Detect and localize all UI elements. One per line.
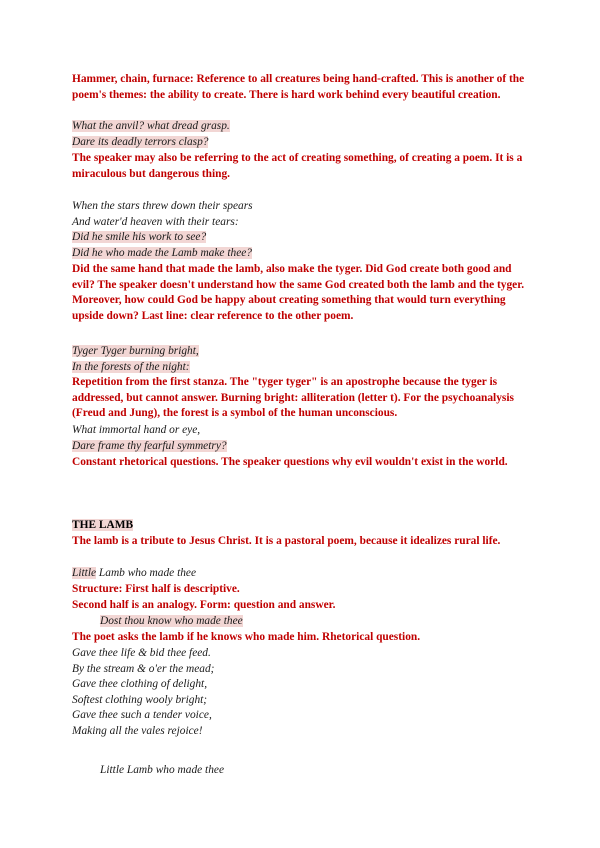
poem-line: Did he who made the Lamb make thee? (72, 246, 252, 259)
poem-line: Lamb who made thee (96, 567, 197, 579)
section-heading (72, 518, 532, 534)
poem-line: When the stars threw down their spears (72, 200, 253, 212)
note-paragraph (72, 582, 532, 613)
poem-line: Little Lamb who made thee (100, 764, 225, 776)
poem-line: Gave thee such a tender voice, (72, 709, 212, 722)
poem-line: Gave thee clothing of delight, (72, 678, 208, 691)
poem-line: Dare its deadly terrors clasp? (72, 135, 209, 148)
poem-line: Softest clothing wooly bright; (72, 693, 208, 706)
poem-stanza (72, 199, 532, 261)
heading-text: THE LAMB (72, 519, 134, 531)
poem-line: Dare frame thy fearful symmetry? (72, 439, 227, 452)
poem-stanza (72, 423, 532, 454)
note-paragraph: Hammer, chain, furnace: Reference to all creatures being hand-crafted. This is another of the poem's themes: the ability to create. There is hard work behind every beautiful creation. (72, 73, 525, 101)
poem-line-block (72, 763, 560, 779)
poem-line: What the anvil? what dread grasp. (72, 120, 230, 132)
poem-word: Little (72, 567, 97, 579)
poem-line: Tyger Tyger burning bright, (72, 345, 199, 357)
poem-line: Dost thou know who made thee (100, 615, 243, 627)
poem-line: Gave thee life & bid thee feed. (72, 647, 211, 659)
note-line: Second half is an analogy. Form: question and answer. (72, 598, 336, 611)
note-paragraph: The speaker may also be referring to the act of creating something, of creating a poem. It is a miraculous but dangerous thing. (72, 152, 523, 180)
poem-line-block (72, 614, 560, 630)
poem-line-block (72, 566, 532, 582)
note-paragraph: Repetition from the first stanza. The "tyger tyger" is an apostrophe because the tyger is addressed, but cannot answer. Burning bright: alliteration (letter t). For the psychoanalysis (Freud and Jung), the forest is a symbol of the human unconscious. (72, 376, 514, 420)
poem-line: By the stream & o'er the mead; (72, 662, 215, 675)
note-paragraph: Did the same hand that made the lamb, also make the tyger. Did God create both good and evil? The speaker doesn't understand how the same God created both the lamb and the tyger. Moreover, how could God be happy about creating something that would turn everything upside down? Last line: clear reference to the other poem. (72, 263, 525, 322)
poem-stanza (72, 119, 532, 150)
poem-line: Did he smile his work to see? (72, 231, 207, 244)
poem-line: Making all the vales rejoice! (72, 724, 203, 737)
note-paragraph: Constant rhetorical questions. The speaker questions why evil wouldn't exist in the world. (72, 456, 508, 468)
poem-line: What immortal hand or eye, (72, 424, 201, 436)
note-paragraph: The lamb is a tribute to Jesus Christ. It is a pastoral poem, because it idealizes rural life. (72, 535, 501, 547)
note-paragraph: The poet asks the lamb if he knows who made him. Rhetorical question. (72, 631, 421, 643)
poem-stanza (72, 344, 532, 375)
poem-line: In the forests of the night: (72, 360, 190, 373)
note-line: Structure: First half is descriptive. (72, 583, 240, 595)
poem-stanza (72, 646, 532, 740)
poem-line: And water'd heaven with their tears: (72, 215, 239, 228)
